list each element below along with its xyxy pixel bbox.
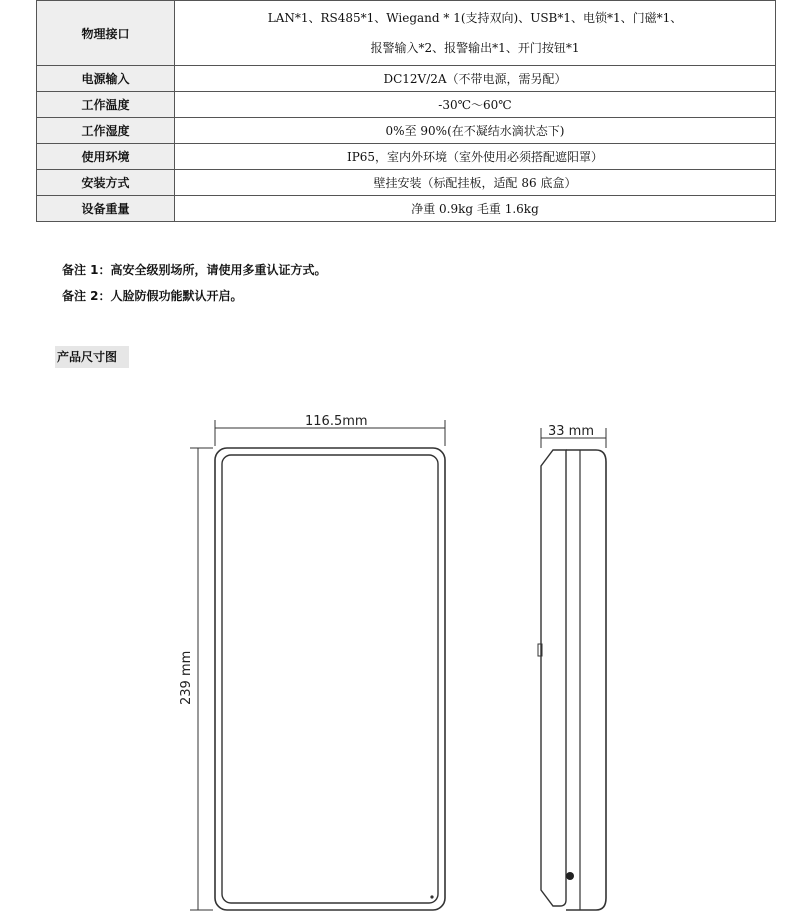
spec-row-interfaces	[37, 1, 776, 66]
spec-table	[36, 0, 776, 222]
spec-key: 安装方式	[37, 170, 175, 196]
note-1: 备注 1：高安全级别场所，请使用多重认证方式。	[62, 263, 327, 277]
side-body	[566, 450, 606, 910]
spec-value: IP65，室内外环境（室外使用必须搭配遮阳罩）	[175, 144, 776, 170]
spec-key: 设备重量	[37, 196, 175, 222]
spec-value: 壁挂安装（标配挂板，适配 86 底盒）	[175, 170, 776, 196]
height-label: 239 mm	[179, 650, 194, 705]
section-title: 产品尺寸图	[55, 346, 129, 368]
spec-row-humidity	[37, 118, 776, 144]
spec-key: 电源输入	[37, 66, 175, 92]
spec-key: 物理接口	[37, 1, 175, 66]
side-back-plate	[541, 450, 566, 906]
spec-row-weight	[37, 196, 776, 222]
spec-value: -30℃～60℃	[175, 92, 776, 118]
front-view	[215, 448, 445, 910]
spec-value: 0%至 90%(在不凝结水滴状态下)	[175, 118, 776, 144]
spec-key: 工作湿度	[37, 118, 175, 144]
spec-key: 工作温度	[37, 92, 175, 118]
spec-row-temperature	[37, 92, 776, 118]
spec-value	[175, 1, 776, 66]
dimension-drawing	[0, 380, 790, 920]
side-view	[538, 450, 606, 910]
spec-key: 使用环境	[37, 144, 175, 170]
spec-value-line: 报警输入*2、报警输出*1、开门按钮*1	[370, 41, 580, 55]
depth-label: 33 mm	[548, 424, 595, 439]
notes	[62, 257, 327, 309]
front-indicator-dot	[430, 895, 433, 898]
front-inner-panel	[222, 455, 438, 903]
spec-value: 净重 0.9kg 毛重 1.6kg	[175, 196, 776, 222]
spec-value-line: LAN*1、RS485*1、Wiegand * 1(支持双向)、USB*1、电锁*1、门磁*1、	[267, 11, 683, 25]
front-outer-outline	[215, 448, 445, 910]
note-2: 备注 2：人脸防假功能默认开启。	[62, 289, 243, 303]
side-button	[566, 872, 574, 880]
spec-value: DC12V/2A（不带电源，需另配）	[175, 66, 776, 92]
spec-row-environment	[37, 144, 776, 170]
width-label: 116.5mm	[305, 414, 368, 429]
spec-row-installation	[37, 170, 776, 196]
spec-row-power	[37, 66, 776, 92]
